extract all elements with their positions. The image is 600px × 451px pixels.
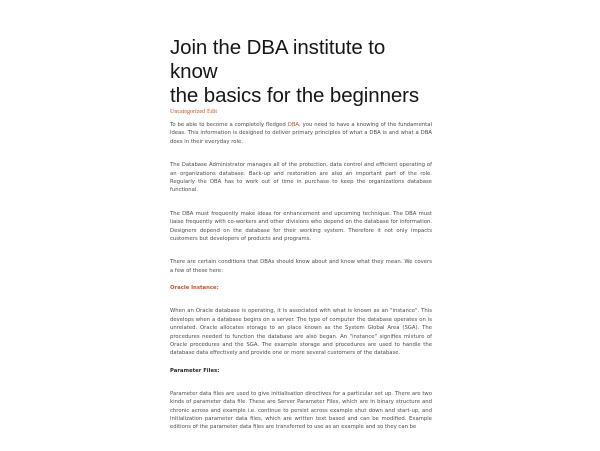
edit-link[interactable]: Edit (206, 109, 217, 115)
post-meta (170, 109, 432, 115)
paragraph-improvement: The DBA must frequently make ideas for enhancement and upcoming technique. The DBA must liaise frequently with co-workers and other divisions who depend on the database for information. Designers depend on the database for their working system. Therefore it not only impacts customers but developers of products and programs. (170, 210, 432, 243)
heading-oracle-instance: Oracle Instance: (170, 285, 219, 292)
article (170, 36, 432, 432)
paragraph-conditions: There are certain conditions that DBAs should know about and know what they mean. We covers a few of these here: (170, 259, 432, 274)
heading-parameter-files: Parameter Files: (170, 367, 220, 374)
paragraph-administrator: The Database Administrator manages all of the protection, data control and efficient operating of an organizations database. Back-up and restoration are also an important part of the role. Regularly the DBA has to work out of time in purchase to keep the organizations database functional. (170, 162, 432, 194)
dba-link[interactable]: DBA (287, 122, 300, 128)
intro-text-before: To be able to become a completely fledged (170, 122, 288, 128)
title-line-2: the basics for the beginners (170, 84, 420, 107)
intro-text-after: , you need to have a knowing of the fundamental ideas. This information is designed to deliver primary principles of what a DBA is and what a DBA does in their everyday role. (170, 122, 432, 145)
category-link[interactable]: Uncategorized (170, 109, 205, 115)
paragraph-oracle-instance: When an Oracle database is operating, it is associated with what is known as an "instance". This develops when a database begins on a server. The type of computer the database operates on is unrelated. Oracle allocates storage to an place known as the System Global Area (SGA). The procedures needed to function the database are also began. An "instance" signifies mixture of Oracle procedures and the SGA. The example storage and procedures are used to handle the database data effectively and provide one or more several customers of the database. (170, 308, 432, 357)
article-title (170, 36, 432, 108)
paragraph-intro (170, 121, 432, 146)
paragraph-parameter-files: Parameter data files are used to give initialisation directives for a particular set up. There are two kinds of parameter data file. These are Server Parameter Files, which are in binary structure and chronic across and example i.e. continue to persist across example shut down and start-up, and Initialization parameter data files, which are written text based and can be modified. Example editions of the parameter data files are transferred to use as an example and so they can be (170, 390, 432, 431)
title-line-1: Join the DBA institute to know (170, 36, 386, 83)
